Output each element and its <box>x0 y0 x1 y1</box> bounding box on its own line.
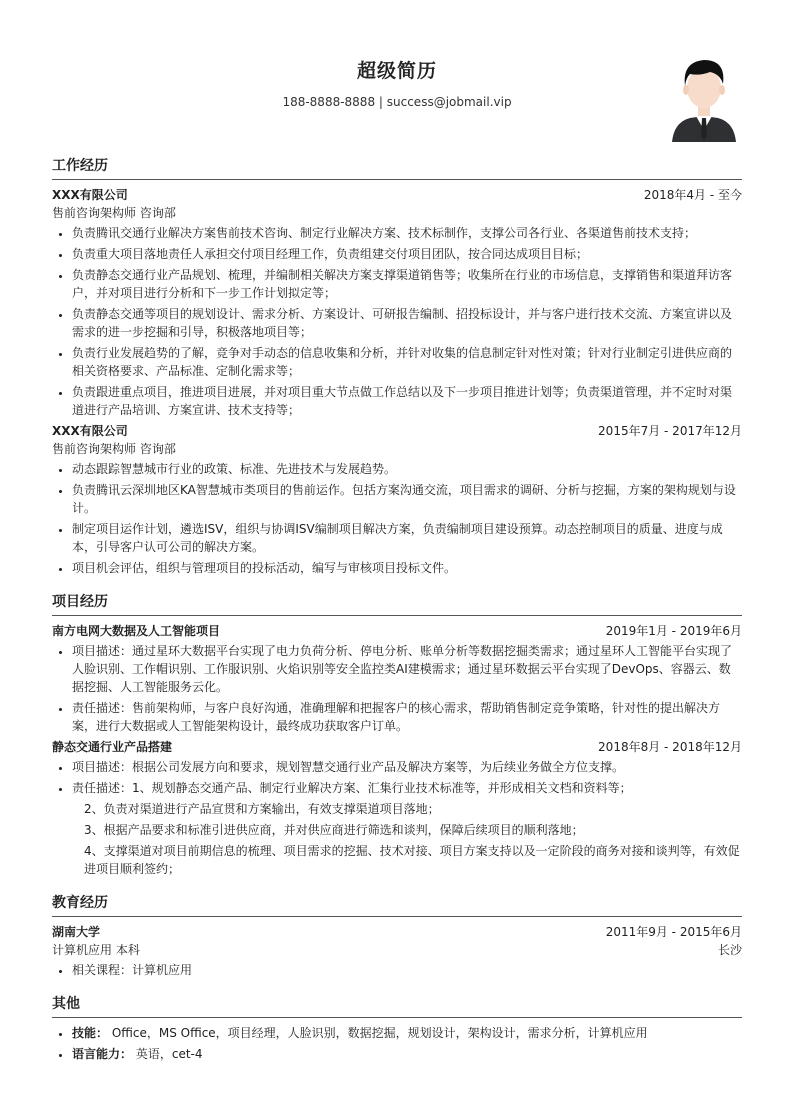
list-item: • 动态跟踪智慧城市行业的政策、标准、先进技术与发展趋势。 <box>72 460 742 478</box>
language-value: 英语，cet-4 <box>135 1047 203 1061</box>
course-list <box>52 961 742 979</box>
skills-value: Office，MS Office，项目经理，人脸识别，数据挖掘，规划设计，架构设计，需求分析，计算机应用 <box>111 1026 648 1040</box>
work-section-title: 工作经历 <box>52 155 742 180</box>
project-entry <box>52 738 742 878</box>
list-item: • 负责静态交通行业产品规划、梳理，并编制相关解决方案支撑渠道销售等；收集所在行业的市场信息，支撑销售和渠道拜访客户，并对项目进行分析和下一步工作计划拟定等； <box>72 266 742 302</box>
company-name: XXX有限公司 <box>52 424 128 438</box>
list-item <box>72 1045 742 1063</box>
date-range: 2018年8月 - 2018年12月 <box>598 740 742 754</box>
list-item: • 项目描述：根据公司发展方向和要求，规划智慧交通行业产品及解决方案等，为后续业务做全方位支撑。 <box>72 758 742 776</box>
work-section <box>52 155 742 577</box>
date-range: 2018年4月 - 至今 <box>643 188 742 202</box>
continued-duty: 3、根据产品要求和标准引进供应商，并对供应商进行筛选和谈判，保障后续项目的顺利落地； <box>84 823 584 837</box>
major-degree: 计算机应用 本科 <box>52 943 140 957</box>
project-name: 静态交通行业产品搭建 <box>52 740 173 754</box>
candidate-name: 超级简历 <box>356 60 437 82</box>
duty-list <box>52 460 742 577</box>
continued-duty: 4、支撑渠道对项目前期信息的梳理、项目需求的挖掘、技术对接、项目方案支持以及一定阶段的商务对接和谈判等，有效促进项目顺利签约； <box>84 844 740 876</box>
language-label: 语言能力： <box>72 1047 133 1061</box>
contact-info: 188-8888-8888 | success@jobmail.vip <box>282 95 512 109</box>
list-item: • 负责腾讯交通行业解决方案售前技术咨询、制定行业解决方案、技术标制作，支撑公司各行业、各渠道售前技术支持； <box>72 224 742 242</box>
list-item: • 负责静态交通等项目的规划设计、需求分析、方案设计、可研报告编制、招投标设计，并与客户进行技术交流、方案宣讲以及需求的进一步挖掘和引导，积极落地项目等； <box>72 305 742 341</box>
job-role: 售前咨询架构师 咨询部 <box>52 206 176 220</box>
male-avatar-icon <box>670 56 738 142</box>
company-name: XXX有限公司 <box>52 188 128 202</box>
work-entry <box>52 186 742 419</box>
project-detail-list <box>52 642 742 735</box>
list-item <box>72 1024 742 1042</box>
project-section <box>52 591 742 878</box>
other-list <box>52 1024 742 1063</box>
list-item: • 负责重大项目落地责任人承担交付项目经理工作，负责组建交付项目团队，按合同达成项目目标； <box>72 245 742 263</box>
duty-list <box>52 224 742 419</box>
job-role: 售前咨询架构师 咨询部 <box>52 442 176 456</box>
list-item: • 项目机会评估，组织与管理项目的投标活动，编写与审核项目投标文件。 <box>72 559 742 577</box>
list-item: • 制定项目运作计划，遴选ISV，组织与协调ISV编制项目解决方案，负责编制项目建设预算。动态控制项目的质量、进度与成本，引导客户认可公司的解决方案。 <box>72 520 742 556</box>
continued-duty: 2、负责对渠道进行产品宣贯和方案输出，有效支撑渠道项目落地； <box>84 802 440 816</box>
education-section <box>52 892 742 979</box>
date-range: 2015年7月 - 2017年12月 <box>598 424 742 438</box>
other-section-title: 其他 <box>52 993 742 1018</box>
list-item: • 责任描述：1、规划静态交通产品、制定行业解决方案、汇集行业技术标准等，并形成相关文档和资料等； <box>72 779 742 797</box>
skills-label: 技能： <box>72 1026 109 1040</box>
list-item: • 项目描述：通过星环大数据平台实现了电力负荷分析、停电分析、账单分析等数据挖掘类需求；通过星环人工智能平台实现了人脸识别、工作帽识别、工作服识别、火焰识别等安全监控类AI建模需求；通过星环数据云平台实现了DevOps、容器云、数据挖掘、人工智能服务云化。 <box>72 642 742 696</box>
list-item: • 责任描述：售前架构师，与客户良好沟通，准确理解和把握客户的核心需求，帮助销售制定竞争策略，针对性的提出解决方案，进行大数据或人工智能架构设计，最终成功获取客户订单。 <box>72 699 742 735</box>
project-name: 南方电网大数据及人工智能项目 <box>52 624 221 638</box>
list-item: • 相关课程：计算机应用 <box>72 961 742 979</box>
date-range: 2011年9月 - 2015年6月 <box>605 925 742 939</box>
other-section <box>52 993 742 1063</box>
resume-page <box>52 56 742 1077</box>
date-range: 2019年1月 - 2019年6月 <box>605 624 742 638</box>
project-detail-list <box>52 758 742 797</box>
list-item: • 负责跟进重点项目，推进项目进展，并对项目重大节点做工作总结以及下一步项目推进计划等；负责渠道管理，并不定时对渠道进行产品培训、方案宣讲、技术支持等； <box>72 383 742 419</box>
project-section-title: 项目经历 <box>52 591 742 616</box>
list-item: • 负责腾讯云深圳地区KA智慧城市类项目的售前运作。包括方案沟通交流，项目需求的调研、分析与挖掘，方案的架构规划与设计。 <box>72 481 742 517</box>
project-entry <box>52 622 742 735</box>
school-location: 长沙 <box>717 943 742 957</box>
work-entry <box>52 422 742 577</box>
education-section-title: 教育经历 <box>52 892 742 917</box>
list-item: • 负责行业发展趋势的了解，竞争对手动态的信息收集和分析，并针对收集的信息制定针对性对策；针对行业制定引进供应商的相关资格要求、产品标准、定制化需求等； <box>72 344 742 380</box>
school-name: 湖南大学 <box>52 925 101 939</box>
